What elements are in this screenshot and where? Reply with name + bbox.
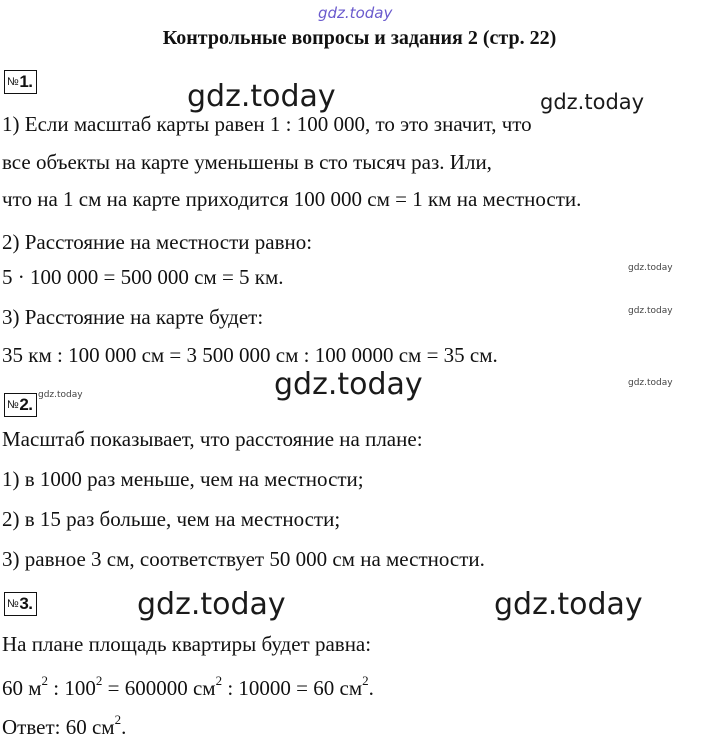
- page-title: Контрольные вопросы и задания 2 (стр. 22): [162, 27, 557, 49]
- task-line: 3) равное 3 см, соответствует 50 000 см на местности.: [2, 547, 485, 571]
- task-line: 3) Расстояние на карте будет:: [2, 305, 264, 329]
- watermark: gdz.today: [137, 587, 286, 622]
- task-line: На плане площадь квартиры будет равна:: [2, 632, 372, 656]
- watermark: gdz.today: [494, 587, 643, 622]
- watermark: gdz.today: [187, 79, 336, 114]
- watermark: gdz.today: [38, 390, 83, 400]
- formula-line: 60 $м^2$ : $100^2 = 600000$ $см^2$ : 10000 = 60 $см^2$.: [2, 673, 374, 700]
- watermark: gdz.today: [540, 90, 645, 114]
- task-line: 35 км : 100 000 см = 3 500 000 см : 100 0000 см = 35 см.: [2, 343, 498, 367]
- watermark: gdz.today: [628, 378, 673, 388]
- task-line: 2) Расстояние на местности равно:: [2, 230, 313, 254]
- task-line: Масштаб показывает, что расстояние на плане:: [2, 427, 423, 451]
- task-line: все объекты на карте уменьшены в сто тысяч раз. Или,: [2, 150, 492, 174]
- watermark: gdz.today: [628, 263, 673, 273]
- task-number-badge: №1.: [4, 70, 37, 94]
- task-number-badge: №2.: [4, 393, 37, 417]
- answer-line: Ответ: 60 $см^2$.: [2, 712, 127, 739]
- watermark: gdz.today: [274, 367, 423, 402]
- task-line: 1) Если масштаб карты равен 1 : 100 000, то это значит, что: [2, 112, 532, 136]
- watermark: gdz.today: [318, 4, 393, 22]
- task-line: что на 1 см на карте приходится 100 000 см = 1 км на местности.: [2, 187, 582, 211]
- task-line: 2) в 15 раз больше, чем на местности;: [2, 507, 341, 531]
- task-line: 1) в 1000 раз меньше, чем на местности;: [2, 467, 364, 491]
- task-number-badge: №3.: [4, 592, 37, 616]
- task-line: 5 · 100 000 = 500 000 см = 5 км.: [2, 265, 284, 289]
- watermark: gdz.today: [628, 306, 673, 316]
